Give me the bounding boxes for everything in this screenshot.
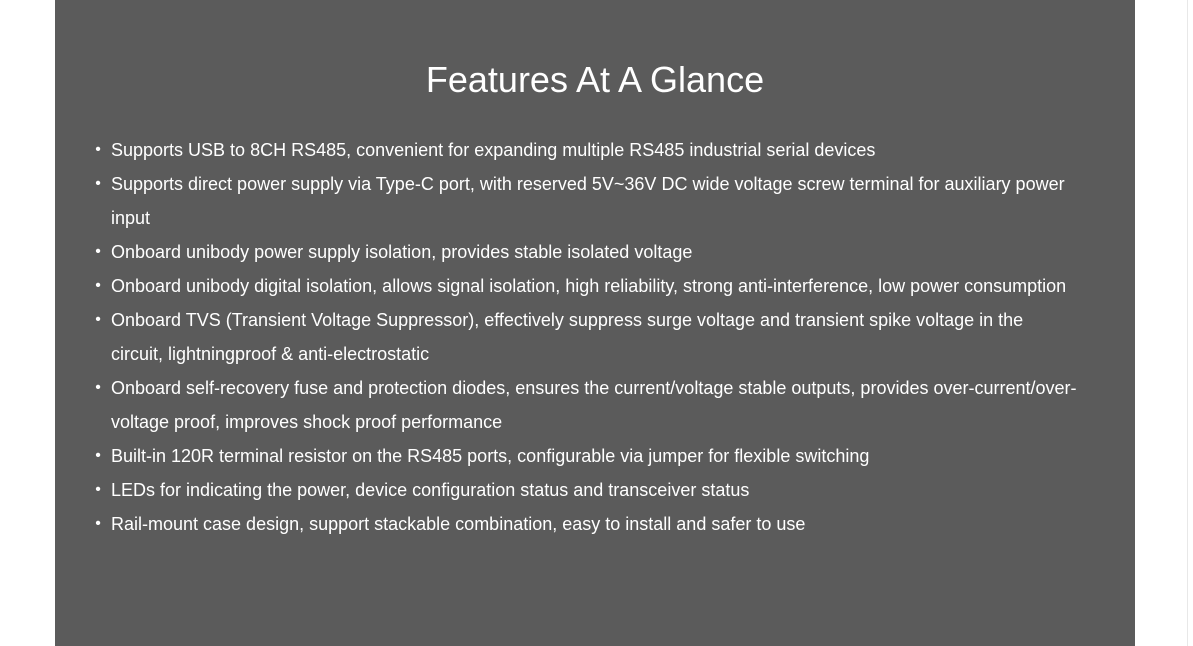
feature-text: Supports USB to 8CH RS485, convenient for expanding multiple RS485 industrial serial devices [111,140,876,160]
feature-text: Onboard unibody power supply isolation, provides stable isolated voltage [111,242,693,262]
feature-item [95,507,1079,541]
feature-item [95,269,1079,303]
feature-item [95,473,1079,507]
bullet-icon: • [95,141,101,158]
feature-item [95,371,1079,439]
feature-text: LEDs for indicating the power, device configuration status and transceiver status [111,480,750,500]
bullet-icon: • [95,379,101,396]
feature-text: Onboard self-recovery fuse and protection diodes, ensures the current/voltage stable outputs, provides over-current/over-voltage proof, improves shock proof performance [111,378,1077,432]
section-title: Features At A Glance [425,59,765,100]
bullet-icon: • [95,447,101,464]
feature-item [95,133,1079,167]
bullet-icon: • [95,481,101,498]
bullet-icon: • [95,277,101,294]
bullet-icon: • [95,515,101,532]
feature-item [95,439,1079,473]
bullet-icon: • [95,311,101,328]
scrollbar-track[interactable] [1187,0,1188,646]
feature-text: Supports direct power supply via Type-C port, with reserved 5V~36V DC wide voltage screw terminal for auxiliary power input [111,174,1065,228]
feature-text: Onboard unibody digital isolation, allows signal isolation, high reliability, strong anti-interference, low power consumption [111,276,1067,296]
feature-text: Built-in 120R terminal resistor on the RS485 ports, configurable via jumper for flexible switching [111,446,870,466]
feature-list [95,133,1079,541]
feature-text: Onboard TVS (Transient Voltage Suppressor), effectively suppress surge voltage and transient spike voltage in the circuit, lightningproof & anti-electrostatic [111,310,1024,364]
bullet-icon: • [95,243,101,260]
features-panel [55,0,1135,646]
feature-item [95,235,1079,269]
feature-text: Rail-mount case design, support stackable combination, easy to install and safer to use [111,514,806,534]
feature-item [95,167,1079,235]
feature-item [95,303,1079,371]
bullet-icon: • [95,175,101,192]
